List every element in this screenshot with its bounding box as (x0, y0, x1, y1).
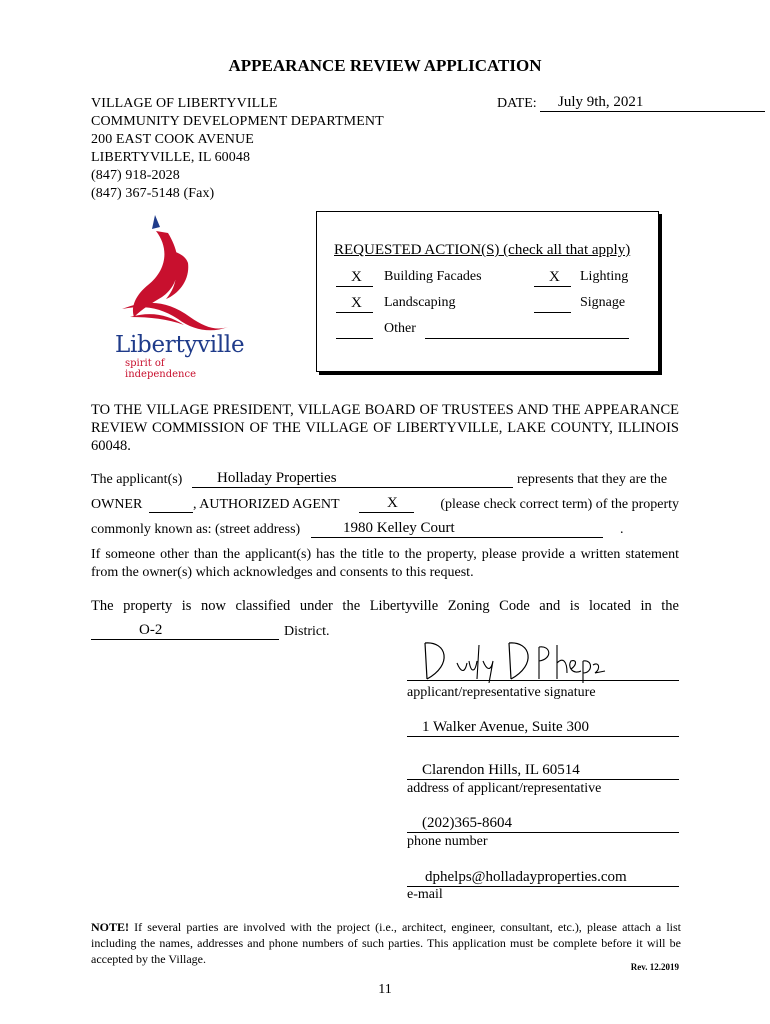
street-period: . (620, 522, 624, 537)
address-line-1-field[interactable] (407, 719, 679, 737)
note-text: If several parties are involved with the project (i.e., architect, engineer, consultant, etc.), please attach a list including the names, addresses and phone numbers of such parties. This application must be complete before it will be accepted by the Village. (91, 920, 681, 966)
check-mark: X (549, 269, 560, 285)
zoning-sentence: The property is now classified under the Libertyville Zoning Code and is located in the (91, 598, 679, 614)
date-label: DATE: (497, 96, 537, 111)
logo-tagline: spirit of independence (125, 358, 196, 380)
address-line-2-value: Clarendon Hills, IL 60514 (422, 762, 580, 778)
handwritten-signature-icon (417, 639, 607, 683)
other-description-field[interactable] (425, 321, 629, 339)
email-label: e-mail (407, 887, 443, 902)
building-facades-label: Building Facades (384, 269, 482, 284)
check-mark: X (351, 269, 362, 285)
libertyville-logo (108, 213, 245, 380)
street-label: commonly known as: (street address) (91, 522, 301, 537)
address-line: COMMUNITY DEVELOPMENT DEPARTMENT (91, 114, 384, 129)
district-label: District. (284, 624, 330, 639)
zoning-district-value: O-2 (139, 622, 163, 638)
check-mark: X (387, 495, 398, 511)
landscaping-checkbox[interactable] (336, 295, 373, 313)
signage-checkbox[interactable] (534, 295, 571, 313)
agent-label: , AUTHORIZED AGENT (193, 497, 340, 512)
applicant-label: The applicant(s) (91, 472, 183, 487)
applicant-name-value: Holladay Properties (217, 470, 337, 486)
signage-label: Signage (580, 295, 626, 310)
building-facades-checkbox[interactable] (336, 269, 373, 287)
phone-field[interactable] (407, 815, 679, 833)
note-label: NOTE! (91, 920, 130, 934)
email-field[interactable] (407, 869, 679, 887)
address-label: address of applicant/representative (407, 781, 602, 796)
address-line: (847) 367-5148 (Fax) (91, 186, 215, 201)
other-label: Other (384, 321, 416, 336)
street-address-value: 1980 Kelley Court (343, 520, 455, 536)
owner-label: OWNER (91, 497, 143, 512)
signature-field[interactable] (407, 663, 679, 681)
check-note: (please check correct term) of the property (440, 497, 679, 512)
other-checkbox[interactable] (336, 321, 373, 339)
applicant-name-field[interactable] (192, 470, 513, 488)
address-line: (847) 918-2028 (91, 168, 180, 183)
date-value: July 9th, 2021 (558, 94, 644, 110)
requested-actions-box (316, 211, 659, 372)
note-paragraph (91, 919, 681, 967)
address-line-1-value: 1 Walker Avenue, Suite 300 (422, 719, 589, 735)
lighting-label: Lighting (580, 269, 629, 284)
logo-flag-icon (108, 213, 238, 333)
owner-checkbox[interactable] (149, 495, 193, 513)
page-title: APPEARANCE REVIEW APPLICATION (228, 56, 542, 75)
check-mark: X (351, 295, 362, 311)
phone-label: phone number (407, 834, 488, 849)
zoning-district-field[interactable] (91, 622, 279, 640)
page-number: 11 (378, 982, 392, 997)
address-line: VILLAGE OF LIBERTYVILLE (91, 96, 278, 111)
logo-wordmark: Libertyville (115, 332, 245, 358)
signature-label: applicant/representative signature (407, 685, 596, 700)
represents-text: represents that they are the (517, 472, 668, 487)
title-note-paragraph: If someone other than the applicant(s) has the title to the property, please provide a written statement from the owner(s) which acknowledges and consents to this request. (91, 547, 679, 580)
address-line-2-field[interactable] (407, 762, 679, 780)
address-line: 200 EAST COOK AVENUE (91, 132, 254, 147)
addressed-to-paragraph: TO THE VILLAGE PRESIDENT, VILLAGE BOARD OF TRUSTEES AND THE APPEARANCE REVIEW COMMISSION OF THE VILLAGE OF LIBERTYVILLE, LAKE COUNTY, ILLINOIS 60048. (91, 402, 679, 454)
phone-value: (202)365-8604 (422, 815, 512, 831)
email-value: dphelps@holladayproperties.com (425, 869, 627, 885)
revision-label: Rev. 12.2019 (630, 962, 679, 972)
address-line: LIBERTYVILLE, IL 60048 (91, 150, 251, 165)
requested-actions-heading: REQUESTED ACTION(S) (check all that apply) (334, 242, 631, 258)
landscaping-label: Landscaping (384, 295, 456, 310)
lighting-checkbox[interactable] (534, 269, 571, 287)
street-address-field[interactable] (311, 520, 603, 538)
date-field[interactable] (540, 94, 765, 112)
village-address-block (91, 95, 384, 203)
agent-checkbox[interactable] (359, 495, 414, 513)
